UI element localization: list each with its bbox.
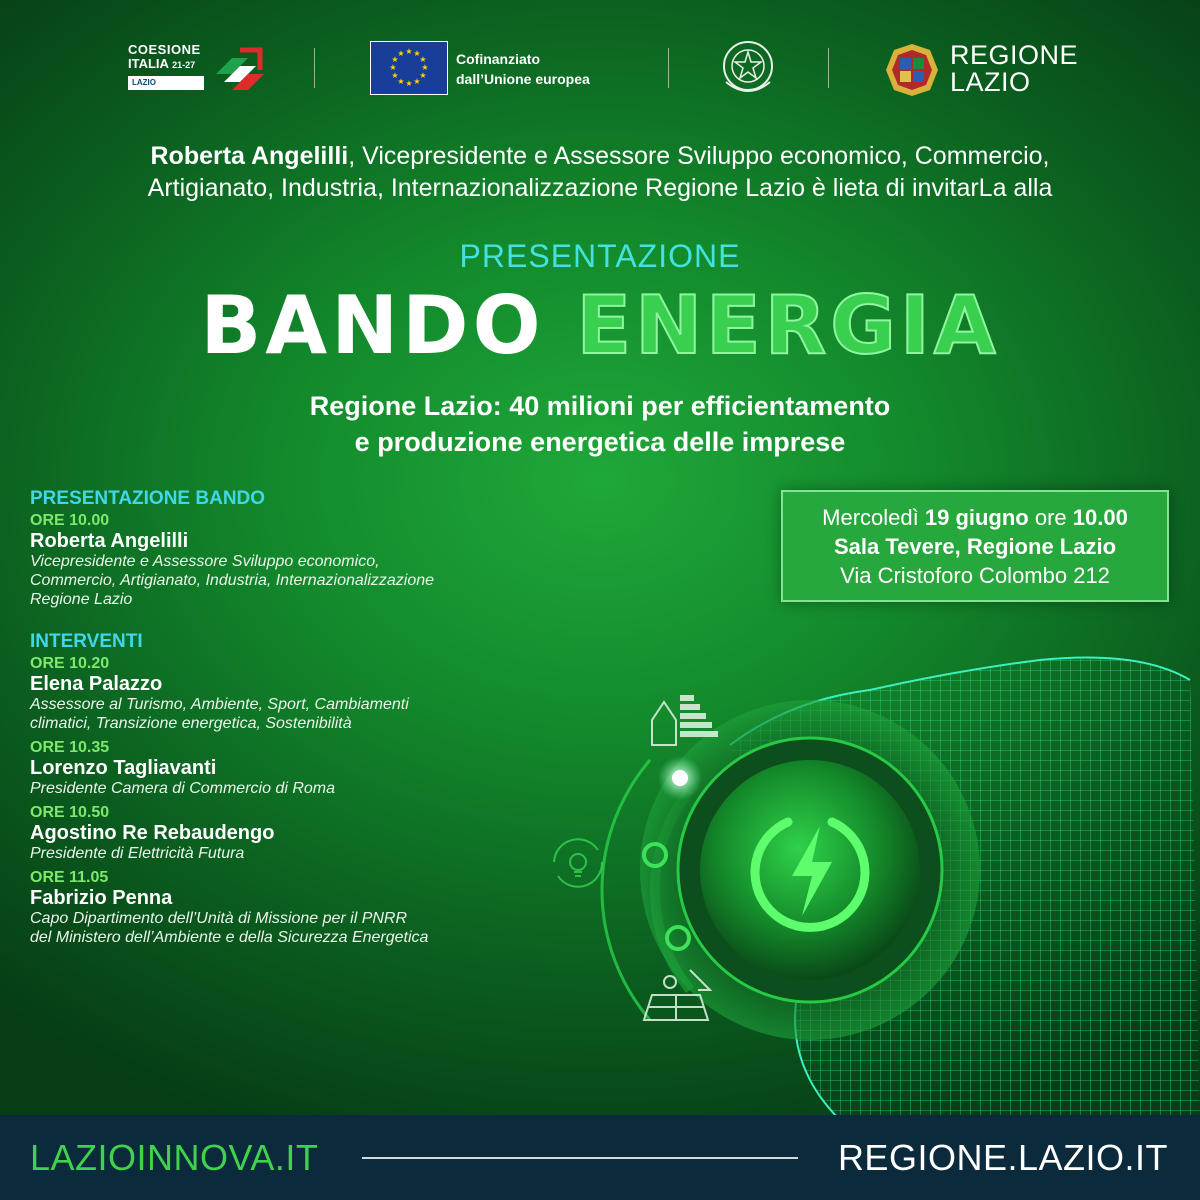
section-title-presentazione: PRESENTAZIONE BANDO [30,488,266,509]
subtitle-line2: e produzione energetica delle imprese [354,427,846,457]
speaker-name: Fabrizio Penna [30,887,173,909]
speaker-role-line: del Ministero dell’Ambiente e della Sicurezza Energetica [30,929,429,946]
regione-lazio-logo [884,40,1079,103]
coesione-italia: ITALIA [128,56,169,71]
speaker-entry [30,739,610,798]
energy-hand-illustration [540,640,1200,1120]
regione-lazio-link[interactable]: REGIONE.LAZIO.IT [837,1137,1168,1178]
section-title-interventi: INTERVENTI [30,631,143,652]
program [30,488,610,947]
invitation-intro [0,140,1200,204]
title-word-energia: ENERGIA [576,279,1000,372]
speaker-entry [30,804,610,863]
footer-bar [0,1115,1200,1200]
speaker-role-line: Presidente di Elettricità Futura [30,845,245,862]
logo-divider [668,48,669,88]
event-subtitle [0,388,1200,460]
eu-line2: dall’Unione europea [456,71,590,87]
coesione-line1: COESIONE [128,42,201,57]
coesione-line2 [128,56,195,71]
coesione-logo [128,42,268,94]
title-word-bando: BANDO [200,279,545,372]
svg-text:★: ★ [397,49,405,58]
regione-lazio-text [950,42,1090,96]
venue-line: Sala Tevere, Regione Lazio [833,534,1117,559]
pre-title: PRESENTAZIONE [459,238,741,274]
svg-text:★: ★ [397,77,405,86]
svg-text:★: ★ [419,55,427,64]
regione-lazio-emblem-icon [884,42,940,98]
intro-host-name: Roberta Angelilli [150,142,349,170]
svg-text:★: ★ [413,77,421,86]
logo-bar [0,38,1200,100]
svg-text:★: ★ [405,79,413,88]
date-venue-box [781,490,1169,602]
opening-speech [30,512,610,609]
regione-line1: REGIONE [950,40,1079,70]
speaker-name: Roberta Angelilli [30,530,189,552]
intro-line1-rest: , Vicepresidente e Assessore Sviluppo economico, Commercio, [348,142,1050,170]
regione-line2: LAZIO [950,67,1031,97]
speaker-entry [30,655,610,733]
eu-logo-text [456,49,656,89]
svg-text:★: ★ [405,47,413,56]
speaker-role-line: Presidente Camera di Commercio di Roma [30,780,335,797]
address-line: Via Cristoforo Colombo 212 [840,563,1110,588]
subtitle-line1: Regione Lazio: 40 milioni per efficientamento [309,391,891,421]
speaker-name: Lorenzo Tagliavanti [30,757,217,779]
logo-divider [828,48,829,88]
svg-text:★: ★ [389,63,397,72]
speaker-role-line: Commercio, Artigianato, Industria, Internazionalizzazione [30,572,435,589]
date-line [783,503,1167,532]
eu-line1: Cofinanziato [456,51,540,67]
speech-time: ORE 10.20 [30,655,110,672]
svg-text:★: ★ [419,71,427,80]
speaker-role-line: Assessore al Turismo, Ambiente, Sport, Cambiamenti [30,696,409,713]
event-ore-word: ore [1034,505,1067,530]
speaker-role-line: Regione Lazio [30,591,133,608]
svg-text:★: ★ [413,49,421,58]
coesione-years: 21-27 [172,60,196,70]
speech-time: ORE 10.35 [30,739,110,756]
logo-divider [314,48,315,88]
speech-time: ORE 10.00 [30,512,110,529]
speaker-entry [30,869,610,947]
eu-flag-icon [370,41,448,95]
speaker-role-line: climatici, Transizione energetica, Sostenibilità [30,715,352,732]
svg-text:★: ★ [391,71,399,80]
lazioinnova-link[interactable]: LAZIOINNOVA.IT [30,1137,319,1178]
speech-time: ORE 11.05 [30,869,109,886]
svg-text:★: ★ [391,55,399,64]
coesione-logo-icon [210,44,266,92]
event-date: 19 giugno [924,505,1029,530]
speaker-role-line: Capo Dipartimento dell’Unità di Missione per il PNRR [30,910,408,927]
italian-republic-emblem-icon [720,38,776,103]
speaker-name: Elena Palazzo [30,673,163,695]
speaker-name: Agostino Re Rebaudengo [30,822,275,844]
event-title [0,280,1200,372]
lightbulb-cycle-icon [554,839,602,887]
intro-line2: Artigianato, Industria, Internazionalizzazione Regione Lazio è lieta di invitarLa alla [147,174,1053,202]
speaker-role-line: Vicepresidente e Assessore Sviluppo economico, [30,553,380,570]
speech-time: ORE 10.50 [30,804,110,821]
event-day: Mercoledì [822,505,919,530]
svg-text:★: ★ [421,63,429,72]
footer-divider [362,1157,798,1159]
intro-line1 [0,140,1200,172]
coesione-region-tag: LAZIO [128,76,204,90]
event-time: 10.00 [1072,505,1128,530]
